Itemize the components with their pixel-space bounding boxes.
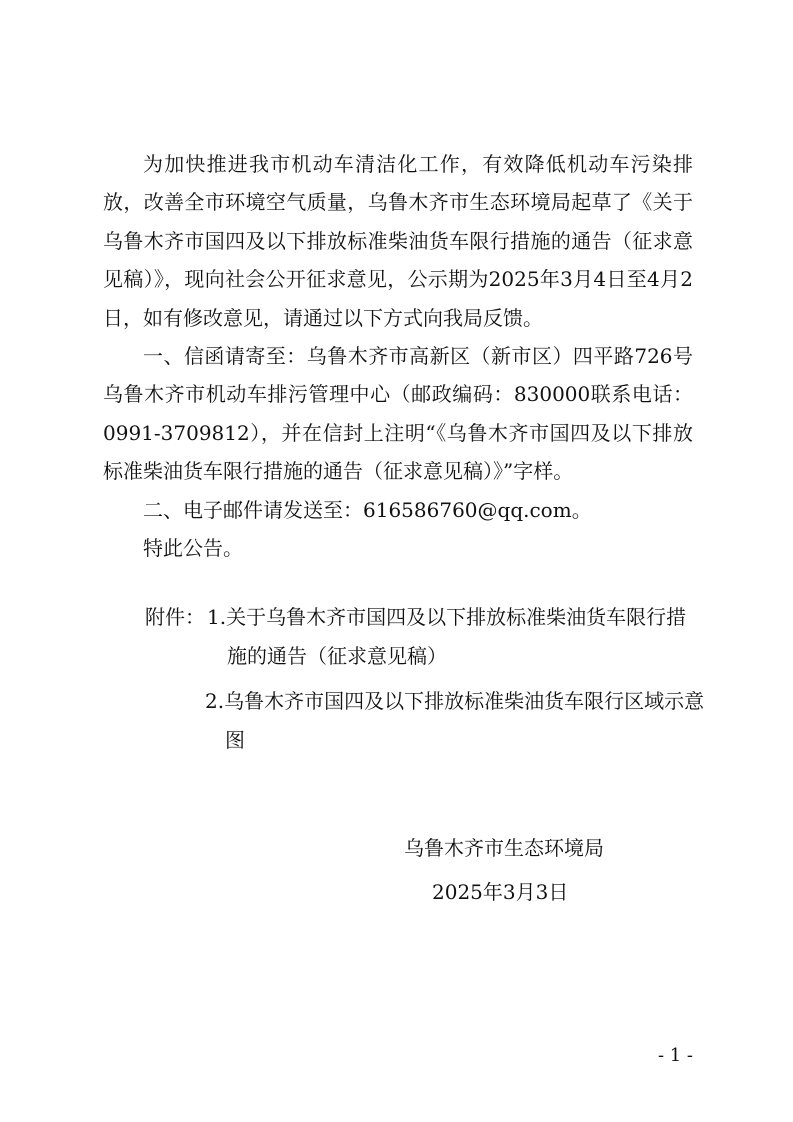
- attachments-section: [145, 598, 705, 760]
- page-number: - 1 -: [657, 1045, 693, 1066]
- notice-body: [103, 145, 693, 567]
- intro-paragraph: 为加快推进我市机动车清洁化工作，有效降低机动车污染排放，改善全市环境空气质量，乌鲁木齐市生态环境局起草了《关于乌鲁木齐市国四及以下排放标准柴油货车限行措施的通告（征求意见稿）》，现向社会公开征求意见，公示期为2025年3月4日至4月2日，如有修改意见，请通过以下方式向我局反馈。: [103, 152, 693, 330]
- issuing-organization: 乌鲁木齐市生态环境局: [404, 836, 604, 860]
- signature-block: [360, 826, 650, 914]
- attachment-item-1: 1.关于乌鲁木齐市国四及以下排放标准柴油货车限行措施的通告（征求意见稿）: [207, 605, 687, 668]
- issue-date: 2025年3月3日: [432, 880, 569, 904]
- attachments-row: [145, 598, 705, 760]
- closing-paragraph: 特此公告。: [143, 536, 243, 561]
- attachment-item-2: 2.乌鲁木齐市国四及以下排放标准柴油货车限行区域示意图: [205, 689, 705, 752]
- email-paragraph: 二、电子邮件请发送至：616586760@qq.com。: [143, 497, 592, 522]
- mail-address-paragraph: 一、信函请寄至：乌鲁木齐市高新区（新市区）四平路726号乌鲁木齐市机动车排污管理中心（邮政编码：830000联系电话：0991-3709812），并在信封上注明“《乌鲁木齐市国四及以下排放标准柴油货车限行措施的通告（征求意见稿）》”字样。: [103, 344, 693, 484]
- attachments-label: 附件：: [145, 605, 205, 629]
- attachments-list: [207, 598, 705, 760]
